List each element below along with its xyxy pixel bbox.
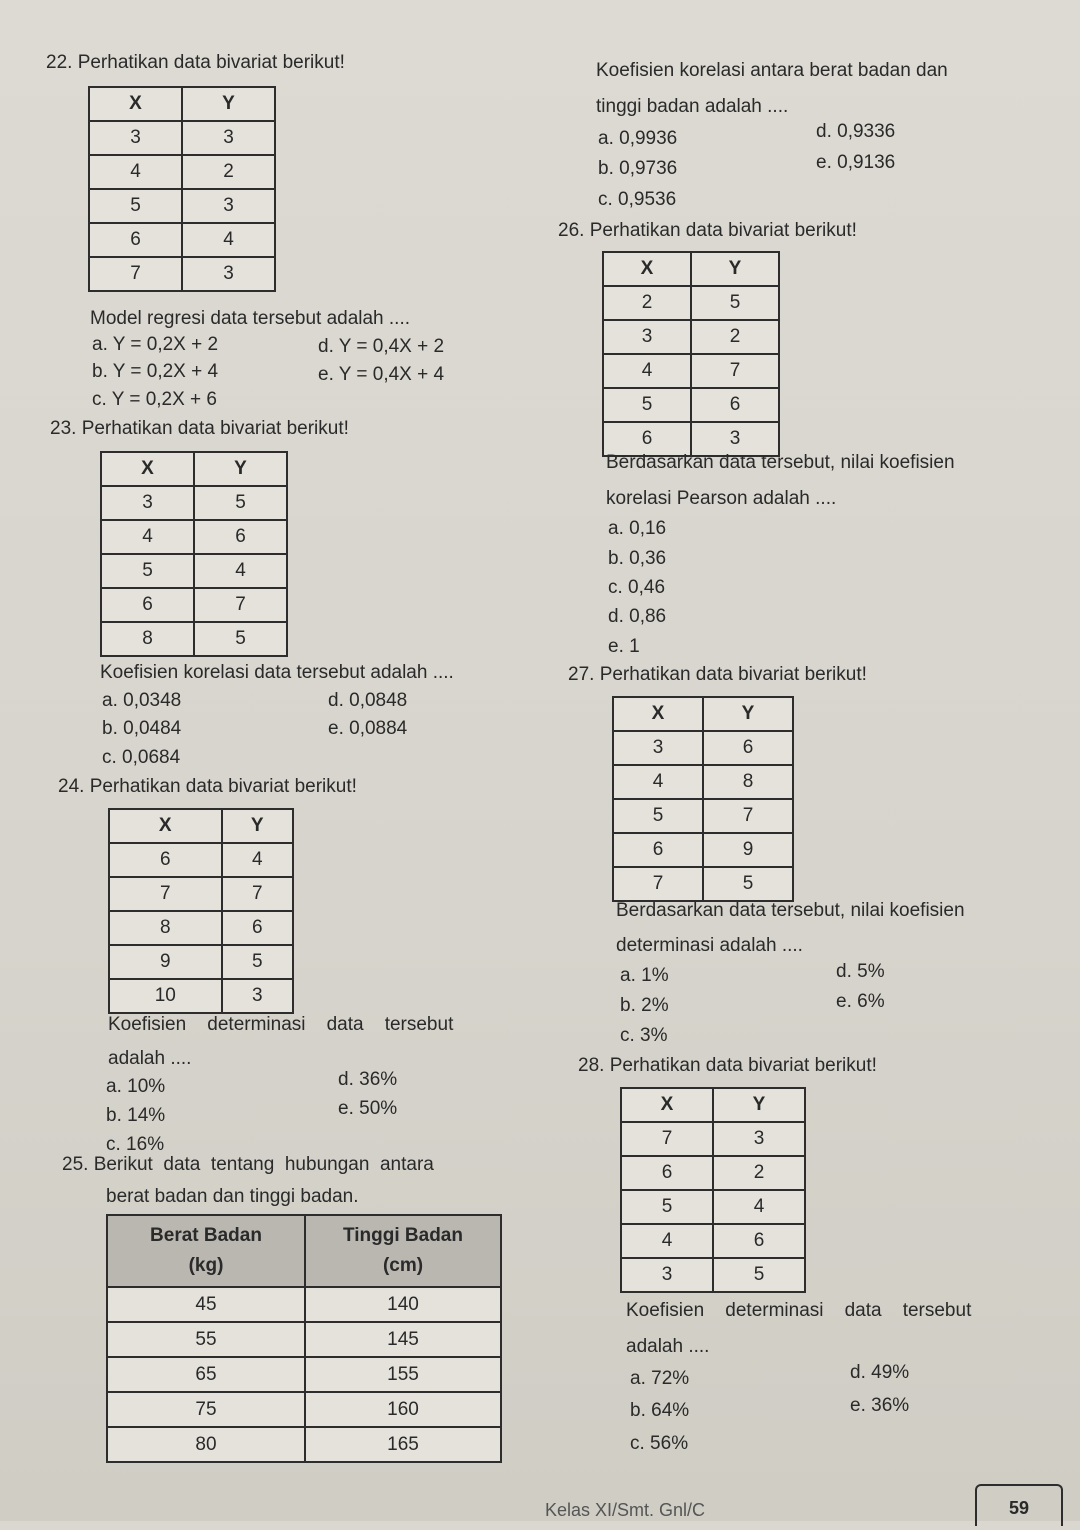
table-row xyxy=(89,121,275,155)
q25-header-height xyxy=(305,1215,501,1287)
table-row xyxy=(107,1392,501,1427)
cell: 3 xyxy=(613,731,703,765)
cell: 3 xyxy=(691,422,779,456)
cell: 4 xyxy=(194,554,287,588)
q27-option-d[interactable]: d. 5% xyxy=(836,961,885,982)
q28-option-d[interactable]: d. 49% xyxy=(850,1362,910,1383)
q28-option-c[interactable]: c. 56% xyxy=(630,1433,689,1454)
cell: 3 xyxy=(101,486,194,520)
cell: 55 xyxy=(107,1322,305,1357)
q23-heading: 23. Perhatikan data bivariat berikut! xyxy=(50,418,349,439)
table-row xyxy=(101,486,287,520)
q26-option-b[interactable]: b. 0,36 xyxy=(608,548,667,569)
q25-option-b[interactable]: b. 0,9736 xyxy=(598,158,678,179)
cell: 4 xyxy=(89,155,182,189)
cell: 6 xyxy=(621,1156,713,1190)
table-row xyxy=(621,1156,805,1190)
q28-col-y: Y xyxy=(713,1088,805,1122)
cell: 5 xyxy=(89,189,182,223)
q25-option-e[interactable]: e. 0,9136 xyxy=(816,152,896,173)
q25-table xyxy=(106,1214,502,1463)
q27-option-e[interactable]: e. 6% xyxy=(836,991,885,1012)
cell: 4 xyxy=(182,223,275,257)
table-row xyxy=(107,1322,501,1357)
q27-question-line1: Berdasarkan data tersebut, nilai koefisien xyxy=(616,900,965,921)
q22-heading: 22. Perhatikan data bivariat berikut! xyxy=(46,52,345,73)
cell: 6 xyxy=(613,833,703,867)
q23-option-b[interactable]: b. 0,0484 xyxy=(102,718,182,739)
cell: 8 xyxy=(109,911,222,945)
cell: 6 xyxy=(691,388,779,422)
cell: 155 xyxy=(305,1357,501,1392)
header-unit: (cm) xyxy=(382,1255,424,1276)
cell: 7 xyxy=(691,354,779,388)
table-row xyxy=(101,520,287,554)
cell: 2 xyxy=(691,320,779,354)
q22-option-a[interactable]: a. Y = 0,2X + 2 xyxy=(92,334,219,355)
table-row xyxy=(89,189,275,223)
cell: 5 xyxy=(222,945,293,979)
q26-col-y: Y xyxy=(691,252,779,286)
q22-option-c[interactable]: c. Y = 0,2X + 6 xyxy=(92,389,218,410)
table-row xyxy=(621,1258,805,1292)
q28-option-a[interactable]: a. 72% xyxy=(630,1368,690,1389)
table-row xyxy=(603,286,779,320)
q22-question: Model regresi data tersebut adalah .... xyxy=(90,308,411,329)
q27-table xyxy=(612,696,794,902)
q23-col-y: Y xyxy=(194,452,287,486)
cell: 9 xyxy=(109,945,222,979)
cell: 160 xyxy=(305,1392,501,1427)
cell: 5 xyxy=(613,799,703,833)
cell: 5 xyxy=(621,1190,713,1224)
table-row xyxy=(621,1122,805,1156)
table-row xyxy=(101,554,287,588)
table-row xyxy=(613,765,793,799)
cell: 140 xyxy=(305,1287,501,1322)
cell: 5 xyxy=(703,867,793,901)
q27-col-y: Y xyxy=(703,697,793,731)
q24-heading: 24. Perhatikan data bivariat berikut! xyxy=(58,776,357,797)
q26-option-c[interactable]: c. 0,46 xyxy=(608,577,666,598)
q28-question-line1: Koefisien determinasi data tersebut xyxy=(626,1300,972,1321)
cell: 7 xyxy=(613,867,703,901)
q23-option-e[interactable]: e. 0,0884 xyxy=(328,718,408,739)
q25-heading-line2: berat badan dan tinggi badan. xyxy=(106,1186,359,1207)
q22-table xyxy=(88,86,276,292)
q25-question-line1: Koefisien korelasi antara berat badan dan xyxy=(596,60,948,81)
q25-option-a[interactable]: a. 0,9936 xyxy=(598,128,678,149)
q26-option-d[interactable]: d. 0,86 xyxy=(608,606,667,627)
q24-option-c[interactable]: c. 16% xyxy=(106,1134,165,1155)
cell: 5 xyxy=(194,486,287,520)
table-row xyxy=(613,731,793,765)
q27-question-line2: determinasi adalah .... xyxy=(616,935,803,956)
q28-heading: 28. Perhatikan data bivariat berikut! xyxy=(578,1055,877,1076)
table-row xyxy=(109,945,293,979)
cell: 6 xyxy=(713,1224,805,1258)
q25-question-line2: tinggi badan adalah .... xyxy=(596,96,789,117)
cell: 9 xyxy=(703,833,793,867)
cell: 5 xyxy=(713,1258,805,1292)
q27-heading: 27. Perhatikan data bivariat berikut! xyxy=(568,664,867,685)
cell: 5 xyxy=(691,286,779,320)
q23-option-a[interactable]: a. 0,0348 xyxy=(102,690,182,711)
cell: 165 xyxy=(305,1427,501,1462)
table-row xyxy=(603,422,779,456)
q27-option-c[interactable]: c. 3% xyxy=(620,1025,668,1046)
table-row xyxy=(109,877,293,911)
cell: 7 xyxy=(703,799,793,833)
q26-option-a[interactable]: a. 0,16 xyxy=(608,518,667,539)
cell: 3 xyxy=(713,1122,805,1156)
cell: 5 xyxy=(194,622,287,656)
table-row xyxy=(613,833,793,867)
cell: 6 xyxy=(703,731,793,765)
q23-table xyxy=(100,451,288,657)
table-row xyxy=(89,223,275,257)
q28-option-e[interactable]: e. 36% xyxy=(850,1395,910,1416)
cell: 4 xyxy=(621,1224,713,1258)
cell: 6 xyxy=(101,588,194,622)
q26-table xyxy=(602,251,780,457)
q27-col-x: X xyxy=(613,697,703,731)
q24-option-a[interactable]: a. 10% xyxy=(106,1076,166,1097)
q26-question-line1: Berdasarkan data tersebut, nilai koefisien xyxy=(606,452,955,473)
cell: 4 xyxy=(613,765,703,799)
table-row xyxy=(89,155,275,189)
cell: 75 xyxy=(107,1392,305,1427)
cell: 6 xyxy=(109,843,222,877)
cell: 3 xyxy=(222,979,293,1013)
cell: 7 xyxy=(109,877,222,911)
table-row xyxy=(109,979,293,1013)
cell: 6 xyxy=(194,520,287,554)
q22-option-b[interactable]: b. Y = 0,2X + 4 xyxy=(92,361,219,382)
cell: 4 xyxy=(713,1190,805,1224)
cell: 2 xyxy=(182,155,275,189)
table-row xyxy=(603,388,779,422)
page-number: 59 xyxy=(975,1484,1063,1526)
q24-question-line1: Koefisien determinasi data tersebut xyxy=(108,1014,454,1035)
cell: 7 xyxy=(621,1122,713,1156)
header-text: Berat Badan xyxy=(150,1225,262,1246)
q24-option-b[interactable]: b. 14% xyxy=(106,1105,166,1126)
q24-col-y: Y xyxy=(222,809,293,843)
cell: 10 xyxy=(109,979,222,1013)
table-row xyxy=(101,588,287,622)
table-row xyxy=(107,1287,501,1322)
table-row xyxy=(621,1224,805,1258)
q28-question-line2: adalah .... xyxy=(626,1336,710,1357)
table-row xyxy=(613,867,793,901)
table-row xyxy=(603,354,779,388)
table-row xyxy=(107,1357,501,1392)
cell: 145 xyxy=(305,1322,501,1357)
header-text: Tinggi Badan xyxy=(343,1225,463,1246)
table-row xyxy=(621,1190,805,1224)
cell: 5 xyxy=(101,554,194,588)
q24-option-e[interactable]: e. 50% xyxy=(338,1098,398,1119)
table-row xyxy=(109,843,293,877)
cell: 3 xyxy=(621,1258,713,1292)
q28-option-b[interactable]: b. 64% xyxy=(630,1400,690,1421)
q26-heading: 26. Perhatikan data bivariat berikut! xyxy=(558,220,857,241)
cell: 3 xyxy=(603,320,691,354)
cell: 65 xyxy=(107,1357,305,1392)
q27-option-b[interactable]: b. 2% xyxy=(620,995,669,1016)
q26-option-e[interactable]: e. 1 xyxy=(608,636,640,657)
table-row xyxy=(89,257,275,291)
cell: 7 xyxy=(222,877,293,911)
q22-col-x: X xyxy=(89,87,182,121)
q22-option-e[interactable]: e. Y = 0,4X + 4 xyxy=(318,364,445,385)
q27-option-a[interactable]: a. 1% xyxy=(620,965,669,986)
q24-option-d[interactable]: d. 36% xyxy=(338,1069,398,1090)
q25-option-d[interactable]: d. 0,9336 xyxy=(816,121,896,142)
q25-header-weight xyxy=(107,1215,305,1287)
cell: 7 xyxy=(89,257,182,291)
cell: 5 xyxy=(603,388,691,422)
table-row xyxy=(101,622,287,656)
cell: 2 xyxy=(713,1156,805,1190)
cell: 4 xyxy=(222,843,293,877)
q23-question: Koefisien korelasi data tersebut adalah .... xyxy=(100,662,454,683)
header-unit: (kg) xyxy=(188,1255,224,1276)
q24-question-line2: adalah .... xyxy=(108,1048,192,1069)
q25-heading-line1: 25. Berikut data tentang hubungan antara xyxy=(62,1154,434,1175)
q26-question-line2: korelasi Pearson adalah .... xyxy=(606,488,837,509)
q28-col-x: X xyxy=(621,1088,713,1122)
cell: 3 xyxy=(89,121,182,155)
cell: 80 xyxy=(107,1427,305,1462)
cell: 8 xyxy=(101,622,194,656)
q22-option-d[interactable]: d. Y = 0,4X + 2 xyxy=(318,336,445,357)
cell: 3 xyxy=(182,257,275,291)
table-row xyxy=(109,911,293,945)
q26-col-x: X xyxy=(603,252,691,286)
q24-col-x: X xyxy=(109,809,222,843)
q22-col-y: Y xyxy=(182,87,275,121)
cell: 4 xyxy=(101,520,194,554)
cell: 45 xyxy=(107,1287,305,1322)
table-row xyxy=(107,1427,501,1462)
q23-option-c[interactable]: c. 0,0684 xyxy=(102,747,181,768)
q24-table xyxy=(108,808,294,1014)
q28-table xyxy=(620,1087,806,1293)
q23-option-d[interactable]: d. 0,0848 xyxy=(328,690,408,711)
cell: 3 xyxy=(182,189,275,223)
q25-option-c[interactable]: c. 0,9536 xyxy=(598,189,677,210)
footer-text: Kelas XI/Smt. Gnl/C xyxy=(545,1500,706,1520)
cell: 6 xyxy=(603,422,691,456)
cell: 3 xyxy=(182,121,275,155)
cell: 2 xyxy=(603,286,691,320)
cell: 8 xyxy=(703,765,793,799)
q23-col-x: X xyxy=(101,452,194,486)
table-row xyxy=(603,320,779,354)
cell: 6 xyxy=(89,223,182,257)
cell: 6 xyxy=(222,911,293,945)
cell: 4 xyxy=(603,354,691,388)
cell: 7 xyxy=(194,588,287,622)
table-row xyxy=(613,799,793,833)
